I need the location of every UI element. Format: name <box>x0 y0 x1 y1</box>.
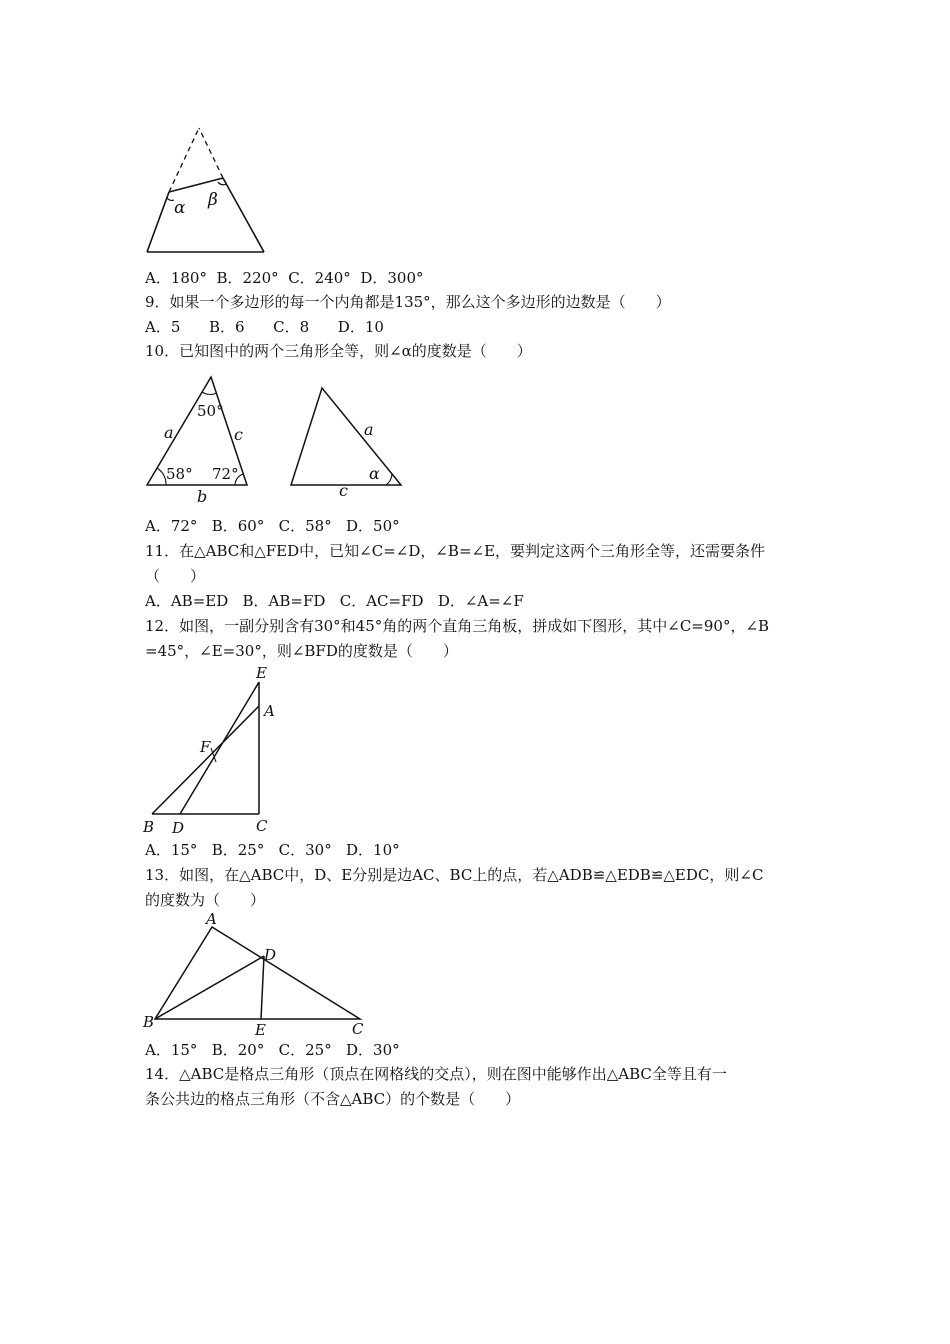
q10-right-side-a-label: a <box>364 420 374 439</box>
q12-label-F: F <box>200 738 211 756</box>
q10-angle-50-label: 50° <box>197 402 224 420</box>
q13-label-B: B <box>143 1013 155 1031</box>
q11-stem-line1: 11．在△ABC和△FED中，已知∠C=∠D，∠B=∠E，要判定这两个三角形全等，还需要条件 <box>145 542 766 560</box>
q8-alpha-label: α <box>174 198 186 218</box>
q10-stem: 10．已知图中的两个三角形全等，则∠α的度数是（ ） <box>145 342 532 360</box>
q8-options: A．180° B．220° C．240° D．300° <box>145 269 424 287</box>
q10-angle-72-label: 72° <box>212 465 239 483</box>
q13-stem-line1: 13．如图，在△ABC中，D、E分别是边AC、BC上的点，若△ADB≌△EDB≌△EDC，则∠C <box>145 866 764 884</box>
q14-stem-line2: 条公共边的格点三角形（不含△ABC）的个数是（ ） <box>145 1090 521 1108</box>
q11-stem-line2: （ ） <box>145 567 206 585</box>
q12-options: A．15° B．25° C．30° D．10° <box>145 841 400 859</box>
q12-label-C: C <box>256 817 268 835</box>
q12-figure <box>140 662 285 837</box>
q12-stem-line2: =45°，∠E=30°，则∠BFD的度数是（ ） <box>145 642 458 660</box>
q13-label-E: E <box>255 1021 266 1039</box>
q10-figure <box>140 372 410 507</box>
q13-stem-line2: 的度数为（ ） <box>145 891 266 909</box>
q10-side-b-label: b <box>197 487 208 506</box>
q8-beta-label: β <box>208 190 218 210</box>
q11-options: A．AB=ED B．AB=FD C．AC=FD D．∠A=∠F <box>145 592 524 610</box>
q13-label-C: C <box>352 1020 364 1038</box>
q12-label-B: B <box>143 818 155 836</box>
q10-angle-58-label: 58° <box>166 465 193 483</box>
q13-label-D: D <box>264 946 277 964</box>
q10-options: A．72° B．60° C．58° D．50° <box>145 517 400 535</box>
q12-stem-line1: 12．如图，一副分别含有30°和45°角的两个直角三角板，拼成如下图形，其中∠C=90°，∠B <box>145 617 770 635</box>
q12-label-D: D <box>172 819 185 837</box>
q10-side-c-label: c <box>234 425 243 444</box>
q9-stem: 9．如果一个多边形的每一个内角都是135°，那么这个多边形的边数是（ ） <box>145 293 671 311</box>
q14-stem-line1: 14．△ABC是格点三角形（顶点在网格线的交点），则在图中能够作出△ABC全等且有一 <box>145 1065 727 1083</box>
q13-options: A．15° B．20° C．25° D．30° <box>145 1041 400 1059</box>
q12-label-E: E <box>256 664 267 682</box>
q8-figure <box>140 120 275 260</box>
q13-figure <box>140 910 370 1040</box>
q10-right-alpha-label: α <box>369 464 380 483</box>
q9-options: A．5 B．6 C．8 D．10 <box>145 318 384 336</box>
q12-label-A: A <box>264 702 275 720</box>
q10-side-a-label: a <box>164 423 174 442</box>
q13-label-A: A <box>206 910 217 928</box>
q10-right-side-c-label: c <box>339 481 348 500</box>
